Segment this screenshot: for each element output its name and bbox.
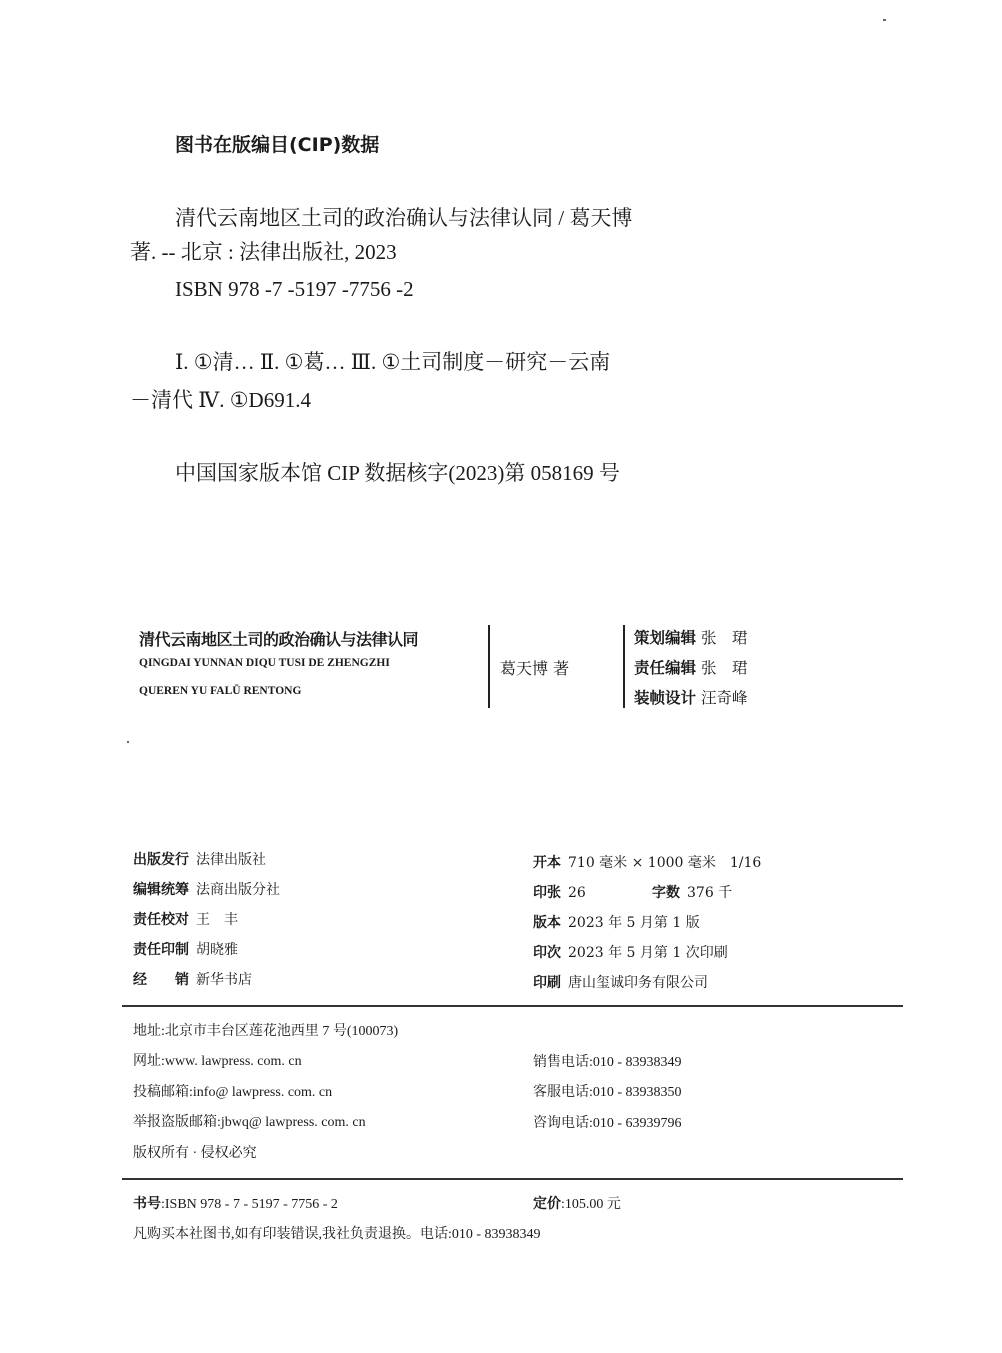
pub-info-publisher: 出版发行 法律出版社 <box>133 852 266 868</box>
credit-value: 汪奇峰 <box>700 689 748 707</box>
cip-classification-line: Ⅰ. ①清… Ⅱ. ①葛… Ⅲ. ①土司制度－研究－云南 <box>175 350 611 374</box>
credit-value: 张 珺 <box>700 659 748 677</box>
contact-address: 地址:北京市丰台区莲花池西里 7 号(100073) <box>133 1024 399 1039</box>
contact-submission-email: 投稿邮箱:info@ lawpress. com. cn <box>133 1085 333 1100</box>
cip-record-number: 中国国家版本馆 CIP 数据核字(2023)第 058169 号 <box>175 461 620 485</box>
pub-info-editorial: 编辑统筹 法商出版分社 <box>133 882 280 898</box>
book-title-chinese: 清代云南地区土司的政治确认与法律认同 <box>139 630 419 649</box>
footer-return-notice: 凡购买本社图书,如有印装错误,我社负责退换。电话:010 - 83938349 <box>133 1227 541 1242</box>
scan-mark <box>883 19 886 21</box>
scan-mark <box>127 741 129 743</box>
pub-info-format: 开本 710 毫米 × 1000 毫米 1/16 <box>533 855 762 871</box>
pub-info-printing: 印次 2023 年 5 月第 1 次印刷 <box>533 945 728 961</box>
cip-isbn-line: ISBN 978 -7 -5197 -7756 -2 <box>175 277 414 301</box>
footer-price: 定价:105.00 元 <box>533 1196 621 1212</box>
contact-sales-phone: 销售电话:010 - 83938349 <box>533 1055 682 1070</box>
cip-title-line: 清代云南地区土司的政治确认与法律认同 / 葛天博 <box>175 206 633 230</box>
pub-info-proofreader: 责任校对 王 丰 <box>133 912 238 928</box>
contact-inquiry-phone: 咨询电话:010 - 63939796 <box>533 1116 682 1131</box>
credit-label: 装帧设计 <box>634 689 697 707</box>
author: 葛天博 著 <box>500 659 570 678</box>
contact-service-phone: 客服电话:010 - 83938350 <box>533 1085 682 1100</box>
credit-cover-design <box>634 686 747 708</box>
cip-publisher-line: 著. -- 北京 : 法律出版社, 2023 <box>130 240 397 264</box>
divider-rule <box>122 1005 903 1007</box>
footer-isbn: 书号:ISBN 978 - 7 - 5197 - 7756 - 2 <box>133 1196 338 1212</box>
book-title-pinyin-1: QINGDAI YUNNAN DIQU TUSI DE ZHENGZHI <box>139 657 390 669</box>
book-title-pinyin-2: QUEREN YU FALŪ RENTONG <box>139 685 302 697</box>
contact-piracy-email: 举报盗版邮箱:jbwq@ lawpress. com. cn <box>133 1115 366 1130</box>
pub-info-word-count: 字数 376 千 <box>652 885 733 901</box>
pub-info-sheets: 印张 26 <box>533 885 586 901</box>
credit-label: 策划编辑 <box>634 629 697 647</box>
divider-rule <box>122 1178 903 1180</box>
cip-heading: 图书在版编目(CIP)数据 <box>175 134 380 156</box>
title-block-divider <box>488 625 490 708</box>
pub-info-distributor: 经 销 新华书店 <box>133 972 252 988</box>
cip-classification-line-2: －清代 Ⅳ. ①D691.4 <box>130 388 311 412</box>
pub-info-edition: 版本 2023 年 5 月第 1 版 <box>533 915 700 931</box>
credit-label: 责任编辑 <box>634 659 697 677</box>
title-block-divider <box>623 625 625 708</box>
pub-info-printer: 印刷 唐山玺诚印务有限公司 <box>533 975 708 991</box>
pub-info-print-supervisor: 责任印制 胡晓雅 <box>133 942 238 958</box>
credit-value: 张 珺 <box>700 629 748 647</box>
copyright-notice: 版权所有 · 侵权必究 <box>133 1146 257 1161</box>
credit-responsible-editor <box>634 656 747 678</box>
contact-website: 网址:www. lawpress. com. cn <box>133 1054 302 1069</box>
credit-planning-editor <box>634 626 747 648</box>
